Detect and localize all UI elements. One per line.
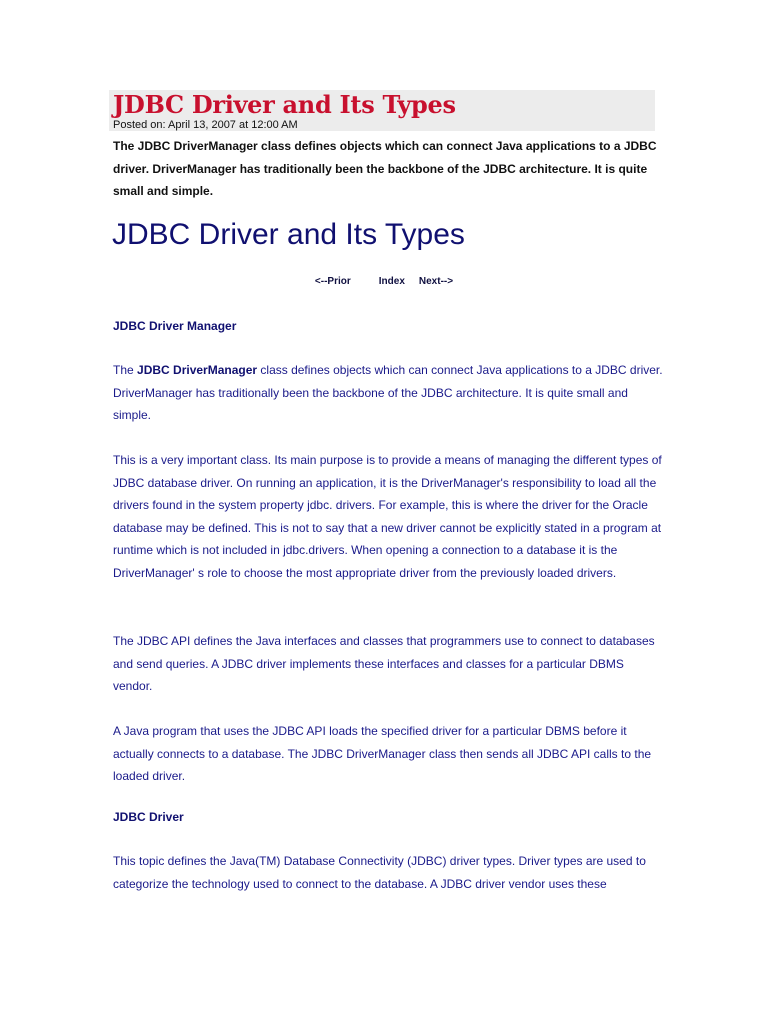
paragraph-java-program: A Java program that uses the JDBC API loads the specified driver for a particular DBMS before it actually connects to a database. The JDBC DriverManager class then sends all JDBC API calls to the loaded driver. xyxy=(113,724,652,784)
document-title: JDBC Driver and Its Types xyxy=(113,90,456,119)
next-link[interactable]: Next--> xyxy=(418,276,454,287)
driver-manager-term: JDBC DriverManager xyxy=(137,363,258,377)
prior-link[interactable]: <--Prior xyxy=(314,276,351,287)
posted-date: Posted on: April 13, 2007 at 12:00 AM xyxy=(113,119,298,131)
paragraph-rest: class defines objects which can connect Java applications to a JDBC driver. DriverManager has traditionally been the backbone of the JDBC architecture. It is quite small and simple. xyxy=(113,363,663,423)
index-link[interactable]: Index xyxy=(378,276,405,287)
paragraph-prefix: The xyxy=(113,363,138,377)
section-heading-driver-manager: JDBC Driver Manager xyxy=(113,319,237,333)
paragraph-driver-manager-purpose: This is a very important class. Its main purpose is to provide a means of managing the different types of JDBC database driver. On running an application, it is the DriverManager's responsibility to load all the drivers found in the system property jdbc. drivers. For example, this is where the driver for the Oracle database may be defined. This is not to say that a new driver cannot be explicitly stated in a program at runtime which is not included in jdbc.drivers. When opening a connection to a database it is the DriverManager' s role to choose the most appropriate driver from the previously loaded drivers. xyxy=(113,453,662,580)
paragraph-driver-manager-intro xyxy=(113,359,663,427)
article-title: JDBC Driver and Its Types xyxy=(112,218,465,251)
paragraph-jdbc-api: The JDBC API defines the Java interfaces and classes that programmers use to connect to databases and send queries. A JDBC driver implements these interfaces and classes for a particular DBMS vendor. xyxy=(113,634,655,694)
paragraph-driver-types: This topic defines the Java(TM) Database Connectivity (JDBC) driver types. Driver types are used to categorize the technology used to connect to the database. A JDBC driver vendor uses these xyxy=(113,854,646,891)
summary-text: The JDBC DriverManager class defines objects which can connect Java applications to a JDBC driver. DriverManager has traditionally been the backbone of the JDBC architecture. It is quite small and simple. xyxy=(113,139,657,198)
section-heading-jdbc-driver: JDBC Driver xyxy=(113,810,184,824)
article-nav xyxy=(0,275,768,289)
